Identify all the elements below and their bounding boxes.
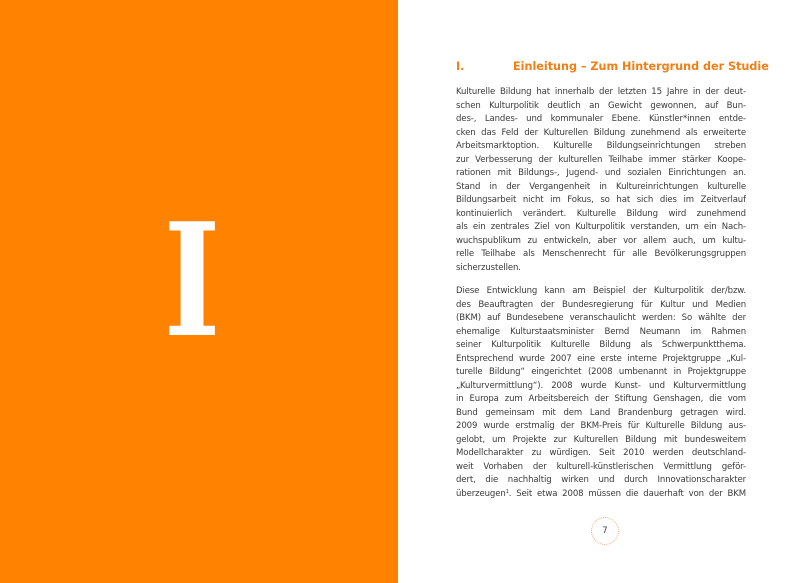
paragraph-2	[456, 285, 746, 501]
text-line: in Europa zum Arbeitsbereich der Stiftung Genshagen, die vom	[456, 394, 746, 404]
text-line: ehemalige Kulturstaatsminister Bernd Neumann im Rahmen	[456, 326, 746, 337]
section-title: Einleitung – Zum Hintergrund der Studie	[513, 60, 769, 73]
text-line: wuchspublikum zu entwickeln, aber vor allem auch, um kultu-	[456, 235, 746, 246]
chapter-numeral: I	[163, 189, 221, 372]
text-line: Diese Entwicklung kann am Beispiel der Kulturpolitik der/bzw.	[456, 286, 746, 296]
text-line: (BKM) auf Bundesebene veranschaulicht werden: So wählte der	[456, 313, 746, 323]
text-line: dert, die nachhaltig wirken und durch Innovationscharakter	[456, 475, 746, 485]
page-number: 7	[591, 517, 619, 545]
text-page	[398, 0, 795, 583]
text-line: Kulturelle Bildung hat innerhalb der letzten 15 Jahre in der deut-	[456, 87, 746, 97]
paragraph-1	[456, 86, 746, 275]
text-line: schen Kulturpolitik deutlich an Gewicht gewonnen, auf Bun-	[456, 100, 746, 111]
text-line: als ein zentrales Ziel von Kulturpolitik verstanden, um ein Nach-	[456, 222, 746, 232]
text-line: rationen mit Bildungs-, Jugend- und sozialen Einrichtungen an.	[456, 168, 746, 178]
text-line: „Kulturvermittlung“). 2008 wurde Kunst- und Kulturvermittlung	[456, 380, 746, 391]
text-line: sicherzustellen.	[456, 262, 521, 273]
text-line-with-footnote	[456, 488, 746, 502]
text-line: Stand in der Vergangenheit in Kultureinrichtungen kulturelle	[456, 181, 746, 192]
text-line: weit Vorhaben der kulturell-künstlerischen Vermittlung geför-	[456, 461, 746, 472]
section-number: I.	[456, 60, 465, 73]
section-heading	[456, 59, 769, 75]
text-line: gelobt, um Projekte zur Kulturellen Bildung mit bundesweitem	[456, 434, 746, 445]
footnote-marker[interactable]: 1	[505, 488, 509, 495]
text-line: Arbeitsmarktoption. Kulturelle Bildungseinrichtungen streben	[456, 141, 746, 151]
text-line: kontinuierlich verändert. Kulturelle Bildung wird zunehmend	[456, 208, 746, 219]
text-line: des Beauftragten der Bundesregierung für Kultur und Medien	[456, 299, 746, 310]
text-line: 2009 wurde erstmalig der BKM-Preis für Kulturelle Bildung aus-	[456, 421, 746, 431]
text-line: Entsprechend wurde 2007 eine erste interne Projektgruppe „Kul-	[456, 353, 746, 364]
text-line: Modellcharakter zu würdigen. Seit 2010 werden deutschland-	[456, 448, 746, 458]
text-line: relle Teilhabe als Menschenrecht für alle Bevölkerungsgruppen	[456, 249, 746, 259]
text-line-rest: . Seit etwa 2008 müssen die dauerhaft von der BKM	[508, 488, 746, 499]
text-line: des-, Landes- und kommunaler Ebene. Künstler*innen entde-	[456, 114, 746, 124]
text-line: seiner Kulturpolitik Kulturelle Bildung als Schwerpunktthema.	[456, 340, 746, 350]
text-line: cken das Feld der Kulturellen Bildung zunehmend als erweiterte	[456, 127, 746, 138]
text-line: Bildungsarbeit nicht im Fokus, so hat sich dies im Zeitverlauf	[456, 195, 746, 205]
footnote-anchor-text: überzeugen	[456, 488, 506, 499]
text-line: zur Verbesserung der kulturellen Teilhabe immer stärker Koope-	[456, 154, 746, 165]
text-line: Bund gemeinsam mit dem Land Brandenburg getragen wird.	[456, 407, 746, 418]
text-line: turelle Bildung“ eingerichtet (2008 umbenannt in Projektgruppe	[456, 367, 746, 377]
